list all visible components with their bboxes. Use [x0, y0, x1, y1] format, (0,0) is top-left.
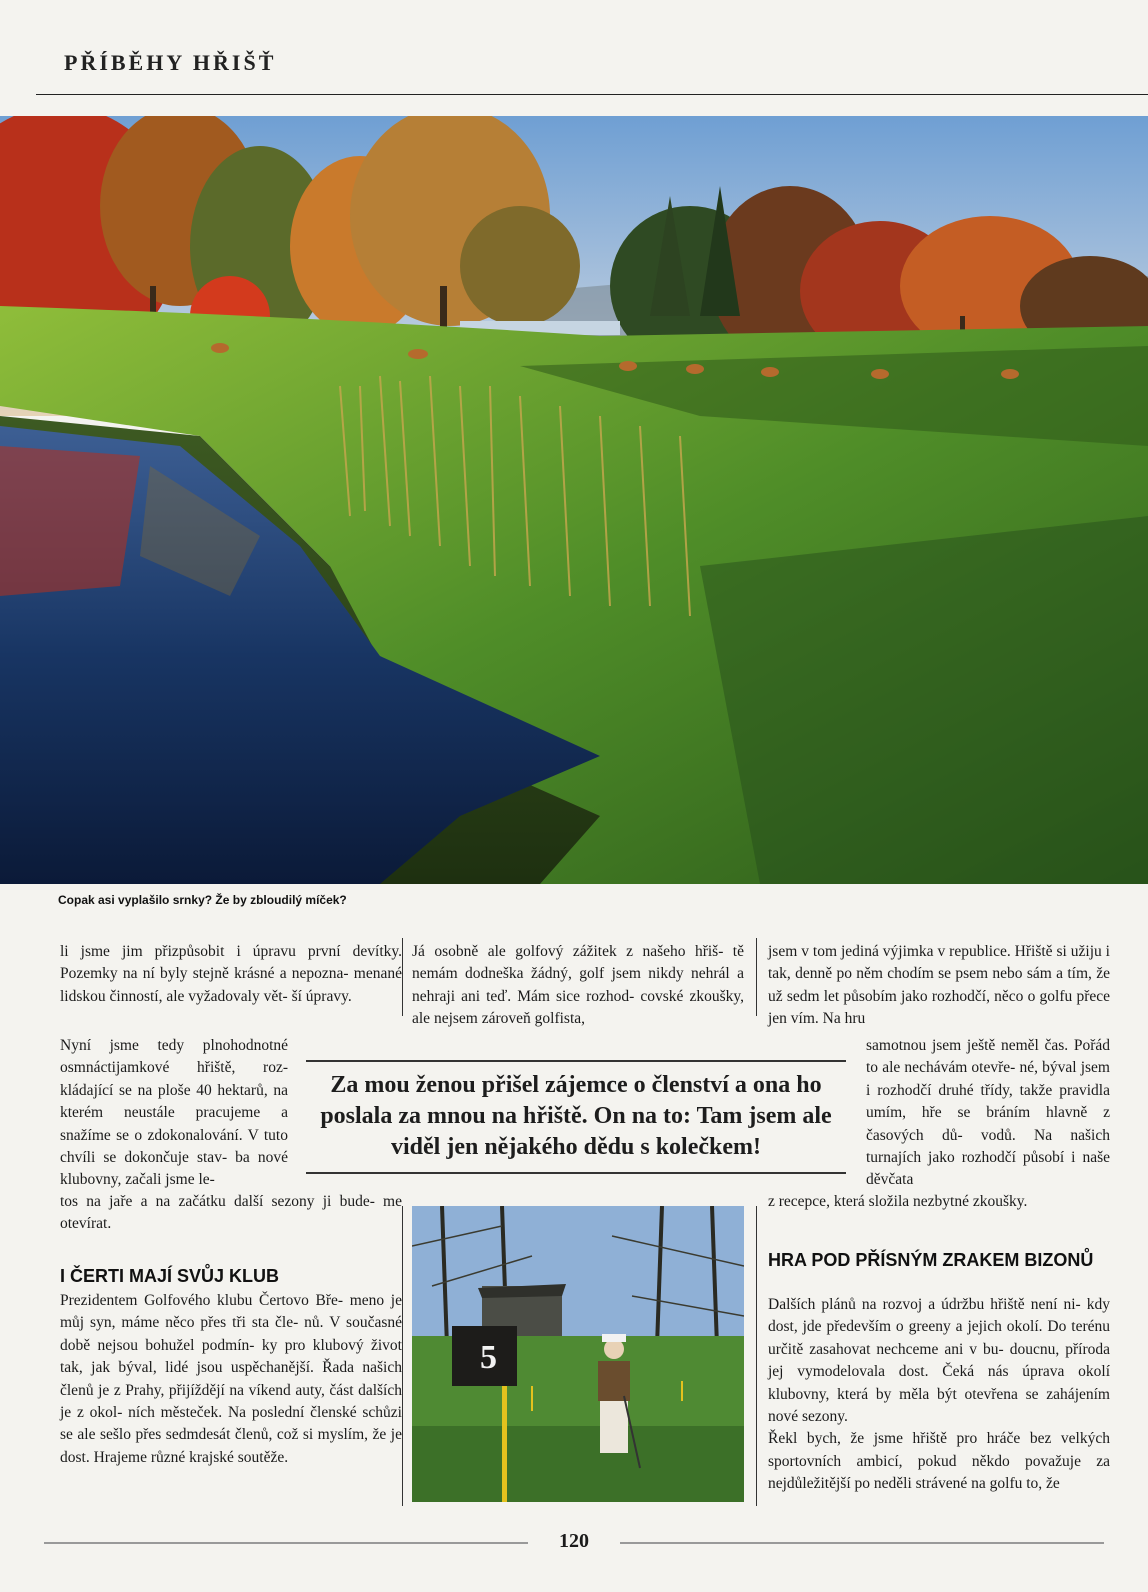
header-rule — [36, 94, 1148, 95]
col1-paragraph-wrap: Nyní jsme tedy plnohodnotné osmnáctijamkové hřiště, roz- kládající se na ploše 40 hektarů, na kterém neustále pracujeme a snažíme se o zdokonalování. V tuto chvíli se dokončuje stav- ba nové klubovny, začali jsme le- — [60, 1037, 288, 1189]
column-divider — [756, 1206, 757, 1506]
col1-paragraph-club: Prezidentem Golfového klubu Čertovo Bře- meno je můj syn, máme něco přes tři sta čle- nů. V současné době nejsou bohužel podmín- ky pro klubový život tak, jak býval, lidé jsou uspěchanější. Řada našich členů je z Prahy, přijíždějí na víkend auty, část dalších je z okol- ních městeček. Na poslední členské schůzi se ale sešlo přes sedmdesát členů, což si myslím, že je dost. Hrajeme různé krajské soutěže. — [60, 1292, 402, 1466]
col3-paragraph: jsem v tom jediná výjimka v republice. Hřiště si užiju i tak, denně po něm chodím se psem nebo sám a tím, že už sedm let působím jako rozhodčí, něco o golfu přece jen vím. Na hru — [768, 943, 1110, 1028]
col1-paragraph: li jsme jim přizpůsobit i úpravu první devítky. Pozemky na ní byly stejně krásné a nepozna- menané lidskou činností, ale vyžadovaly vět- ší úpravy. — [60, 943, 402, 1005]
flag-number: 5 — [480, 1339, 497, 1376]
subheading-bisons: HRA POD PŘÍSNÝM ZRAKEM BIZONŮ — [768, 1250, 1094, 1270]
section-title: PŘÍBĚHY HŘIŠŤ — [64, 50, 277, 75]
column-divider — [402, 1206, 403, 1506]
col2-paragraph: Já osobně ale golfový zážitek z našeho hřiš- tě nemám dodneška žádný, golf jsem nikdy nehrál a nehraji ani teď. Mám sice rozhod- covské zkoušky, ale nejsem zároveň golfista, — [412, 943, 744, 1028]
main-photo — [0, 116, 1148, 884]
col3-paragraph-end: z recepce, která složila nezbytné zkoušky. — [768, 1193, 1028, 1210]
column-divider — [756, 938, 757, 1016]
col1-paragraph-end: tos na jaře a na začátku další sezony ji bude- me otevírat. — [60, 1193, 402, 1233]
col3-paragraph-wrap: samotnou jsem ještě neměl čas. Pořád to ale nechávám otevře- né, býval jsem i rozhodčí druhé třídy, takže pravidla umím, hře se bráním hlavně z časových dů- vodů. Na našich turnajích jako rozhodčí působí i naše děvčata — [866, 1037, 1110, 1189]
footer-rule-right — [620, 1542, 1104, 1544]
col3-paragraph-plans: Dalších plánů na rozvoj a údržbu hřiště není ni- kdy dost, jde především o greeny a jejich okolí. Do terénu určitě zasahovat nechceme ani v bu- doucnu, příroda jej vymodelovala dost. Čeká nás úprava okolí klubovny, která by měla být otevřena se zahájením nové sezony. Řekl bych, že jsme hřiště pro hráče bez velkých sportovních ambicí, pokud někdo považuje za nejdůležitější po neděli strávené na golfu to, že — [768, 1296, 1110, 1493]
column-divider — [402, 938, 403, 1016]
page-number: 120 — [559, 1530, 589, 1552]
quote-rule-bottom — [306, 1172, 846, 1174]
subheading-clubs: I ČERTI MAJÍ SVŮJ KLUB — [60, 1266, 280, 1286]
child-golfer-photo — [412, 1206, 744, 1502]
pull-quote: Za mou ženou přišel zájemce o členství a ona ho poslala za mnou na hřiště. On na to: Tam jsem ale viděl jen nějakého dědu s kolečkem! — [320, 1072, 832, 1160]
photo-caption: Copak asi vyplašilo srnky? Že by zbloudilý míček? — [58, 893, 347, 907]
quote-rule-top — [306, 1060, 846, 1062]
